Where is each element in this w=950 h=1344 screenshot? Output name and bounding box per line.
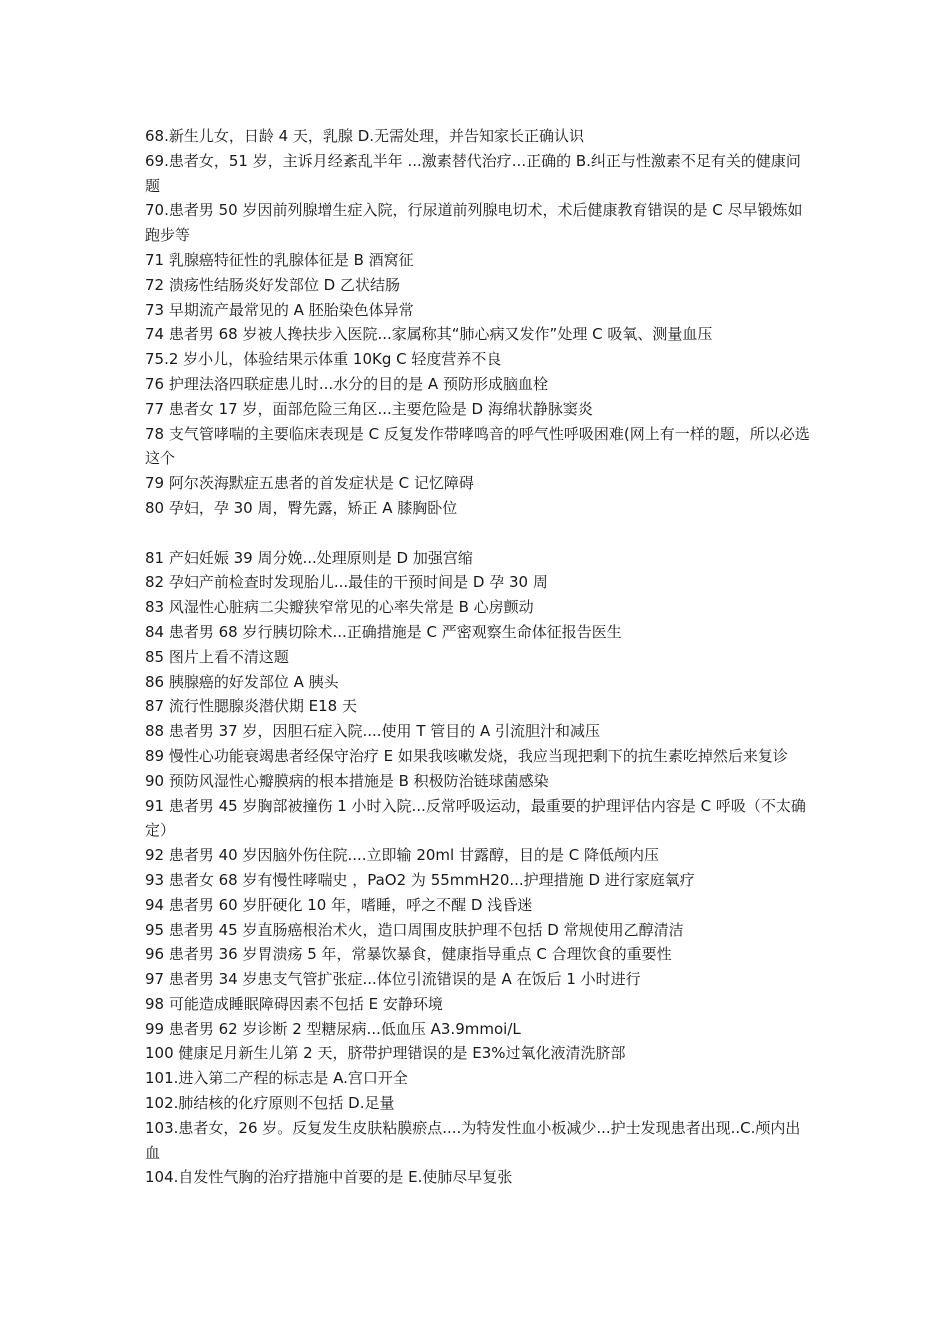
- question-102: 102.肺结核的化疗原则不包括 D.足量: [145, 1094, 395, 1113]
- question-81: 81 产妇妊娠 39 周分娩...处理原则是 D 加强宫缩: [145, 548, 473, 567]
- question-82: 82 孕妇产前检查时发现胎儿...最佳的干预时间是 D 孕 30 周: [145, 573, 548, 592]
- document-body: [145, 124, 813, 1190]
- question-94: 94 患者男 60 岁肝硬化 10 年，嗜睡，呼之不醒 D 浅昏迷: [145, 895, 533, 914]
- question-97: 97 患者男 34 岁患支气管扩张症...体位引流错误的是 A 在饭后 1 小时进行: [145, 970, 641, 989]
- question-77: 77 患者女 17 岁，面部危险三角区...主要危险是 D 海绵状静脉窦炎: [145, 399, 593, 418]
- question-91: 91 患者男 45 岁胸部被撞伤 1 小时入院...反常呼吸运动，最重要的护理评估内容是 C 呼吸（不太确定）: [145, 796, 806, 840]
- question-68: 68.新生儿女，日龄 4 天，乳腺 D.无需处理，并告知家长正确认识: [145, 127, 585, 145]
- question-76: 76 护理法洛四联症患儿时...水分的目的是 A 预防形成脑血栓: [145, 374, 548, 393]
- question-98: 98 可能造成睡眠障碍因素不包括 E 安静环境: [145, 994, 443, 1013]
- question-88: 88 患者男 37 岁，因胆石症入院....使用 T 管目的 A 引流胆汁和减压: [145, 722, 601, 741]
- question-84: 84 患者男 68 岁行胰切除术...正确措施是 C 严密观察生命体征报告医生: [145, 622, 622, 641]
- question-96: 96 患者男 36 岁胃溃疡 5 年，常暴饮暴食，健康指导重点 C 合理饮食的重要性: [145, 945, 672, 964]
- question-85: 85 图片上看不清这题: [145, 647, 289, 666]
- question-71: 71 乳腺癌特征性的乳腺体征是 B 酒窝征: [145, 250, 414, 269]
- blank-line: [145, 521, 813, 546]
- question-72: 72 溃疡性结肠炎好发部位 D 乙状结肠: [145, 275, 400, 294]
- question-87: 87 流行性腮腺炎潜伏期 E18 天: [145, 697, 357, 716]
- question-74: 74 患者男 68 岁被人搀扶步入医院...家属称其“肺心病又发作”处理 C 吸氧、测量血压: [145, 325, 713, 344]
- question-list-68-80: [145, 124, 813, 521]
- question-69: 69.患者女，51 岁，主诉月经紊乱半年 ...激素替代治疗...正确的 B.纠正与性激素不足有关的健康问题: [145, 151, 801, 195]
- question-89: 89 慢性心功能衰竭患者经保守治疗 E 如果我咳嗽发烧，我应当现把剩下的抗生素吃掉然后来复诊: [145, 746, 788, 765]
- question-95: 95 患者男 45 岁直肠癌根治术火，造口周围皮肤护理不包括 D 常规使用乙醇清洁: [145, 920, 684, 939]
- question-79: 79 阿尔茨海默症五患者的首发症状是 C 记忆障碍: [145, 474, 474, 493]
- question-80: 80 孕妇，孕 30 周，臀先露，矫正 A 膝胸卧位: [145, 498, 458, 517]
- question-103: 103.患者女，26 岁。反复发生皮肤粘膜瘀点....为特发性血小板减少...护士发现患者出现..C.颅内出血: [145, 1118, 801, 1162]
- question-83: 83 风湿性心脏病二尖瓣狭窄常见的心率失常是 B 心房颤动: [145, 598, 534, 617]
- question-90: 90 预防风湿性心瓣膜病的根本措施是 B 积极防治链球菌感染: [145, 771, 549, 790]
- question-93: 93 患者女 68 岁有慢性哮喘史 ，PaO2 为 55mmH20...护理措施 D 进行家庭氧疗: [145, 870, 695, 889]
- question-73: 73 早期流产最常见的 A 胚胎染色体异常: [145, 300, 414, 319]
- question-78: 78 支气管哮喘的主要临床表现是 C 反复发作带哮鸣音的呼气性呼吸困难(网上有一样的题，所以必选这个: [145, 424, 810, 468]
- question-86: 86 胰腺癌的好发部位 A 胰头: [145, 672, 339, 691]
- question-104: 104.自发性气胸的治疗措施中首要的是 E.使肺尽早复张: [145, 1168, 513, 1187]
- question-100: 100 健康足月新生儿第 2 天，脐带护理错误的是 E3%过氧化液清洗脐部: [145, 1044, 626, 1063]
- question-75: 75.2 岁小儿，体验结果示体重 10Kg C 轻度营养不良: [145, 350, 502, 369]
- question-99: 99 患者男 62 岁诊断 2 型糖尿病...低血压 A3.9mmoi/L: [145, 1019, 521, 1038]
- question-70: 70.患者男 50 岁因前列腺增生症入院，行尿道前列腺电切术，术后健康教育错误的是 C 尽早锻炼如跑步等: [145, 201, 803, 245]
- question-101: 101.进入第二产程的标志是 A.宫口开全: [145, 1069, 408, 1088]
- question-list-81-104: [145, 546, 813, 1191]
- question-92: 92 患者男 40 岁因脑外伤住院....立即输 20ml 甘露醇，目的是 C 降低颅内压: [145, 846, 659, 865]
